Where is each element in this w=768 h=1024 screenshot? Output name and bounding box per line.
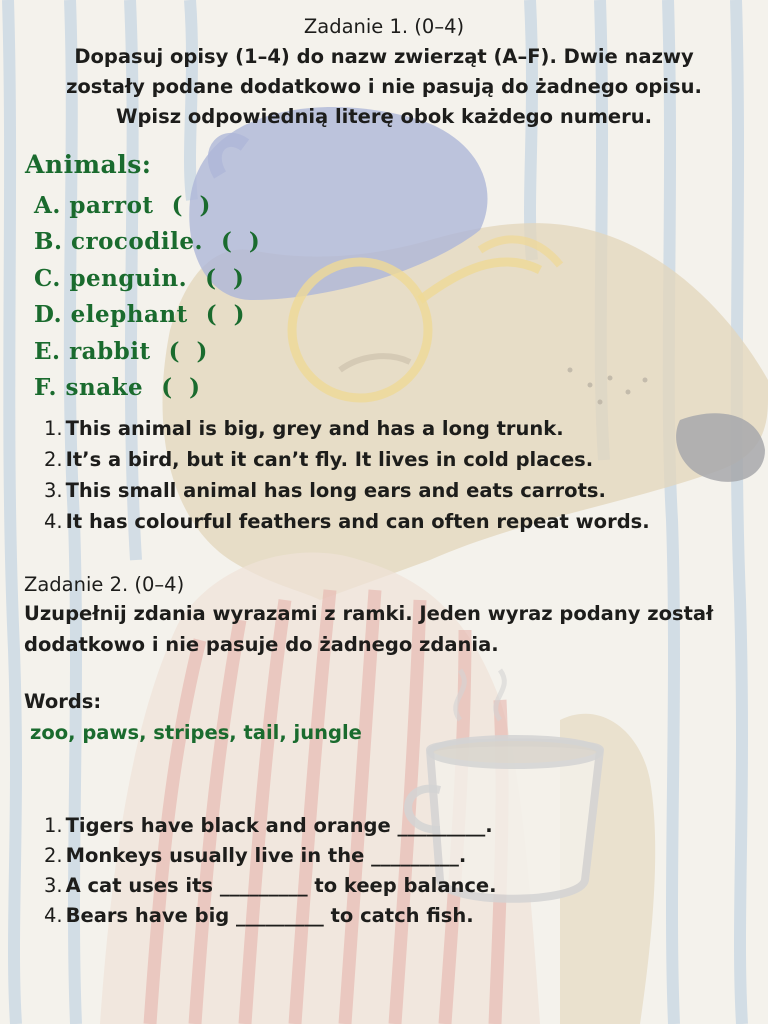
task1-instruction-line-2: zostały podane dodatkowo i nie pasują do żadnego opisu. — [66, 75, 702, 98]
animal-item — [34, 297, 260, 333]
sentences-list — [44, 811, 497, 931]
task1-instruction-line-1: Dopasuj opisy (1–4) do nazw zwierząt (A–F). Dwie nazwy — [74, 45, 694, 68]
description-number: 1. — [44, 417, 63, 440]
description-item — [44, 413, 650, 444]
sentence-text[interactable]: Monkeys usually live in the _________. — [65, 844, 467, 867]
sentence-item — [44, 871, 497, 901]
description-item — [44, 475, 650, 506]
answer-blank[interactable]: ( ) — [161, 373, 201, 401]
sentence-text[interactable]: A cat uses its _________ to keep balance. — [65, 874, 497, 897]
animal-letter: E. — [34, 337, 61, 365]
task1-instruction-line-3: Wpisz odpowiednią literę obok każdego numeru. — [115, 105, 653, 128]
animals-list — [34, 188, 260, 406]
words-label: Words: — [24, 690, 102, 713]
descriptions-list — [44, 413, 650, 537]
description-item — [44, 506, 650, 537]
animal-item — [34, 261, 260, 297]
sentence-number: 4. — [44, 904, 63, 927]
description-number: 4. — [44, 510, 63, 533]
animal-name: penguin. — [69, 264, 188, 292]
description-text: It’s a bird, but it can’t fly. It lives in cold places. — [65, 448, 594, 471]
animal-name: crocodile. — [70, 228, 203, 256]
animal-item — [34, 188, 260, 224]
answer-blank[interactable]: ( ) — [220, 228, 261, 256]
animal-name: rabbit — [69, 337, 151, 365]
animal-name: parrot — [69, 192, 154, 219]
sentence-number: 2. — [44, 844, 63, 867]
task2-instruction-line-2: dodatkowo i nie pasuje do żadnego zdania. — [24, 633, 499, 656]
description-text: It has colourful feathers and can often repeat words. — [65, 510, 650, 533]
task1-header — [0, 12, 768, 132]
animal-name: snake — [65, 373, 144, 401]
description-number: 3. — [44, 479, 63, 502]
answer-blank[interactable]: ( ) — [205, 301, 245, 329]
sentence-number: 1. — [44, 814, 63, 837]
description-text: This animal is big, grey and has a long trunk. — [65, 417, 564, 440]
animals-heading: Animals: — [25, 150, 152, 179]
animal-item — [34, 334, 260, 370]
answer-blank[interactable]: ( ) — [168, 337, 208, 365]
sentence-item — [44, 841, 497, 871]
animal-letter: D. — [34, 301, 63, 329]
sentence-text[interactable]: Bears have big _________ to catch fish. — [65, 904, 474, 927]
sentence-item — [44, 901, 497, 931]
animal-letter: B. — [34, 228, 63, 256]
sentence-item — [44, 811, 497, 841]
description-number: 2. — [44, 448, 63, 471]
animal-letter: F. — [34, 373, 58, 401]
task2-instruction-line-1: Uzupełnij zdania wyrazami z ramki. Jeden wyraz podany został — [24, 602, 714, 625]
description-text: This small animal has long ears and eats carrots. — [65, 479, 606, 502]
word-bank: zoo, paws, stripes, tail, jungle — [30, 721, 362, 744]
animal-item — [34, 370, 260, 406]
task2-instructions — [24, 598, 764, 660]
sentence-text[interactable]: Tigers have black and orange _________. — [65, 814, 493, 837]
answer-blank[interactable]: ( ) — [171, 192, 211, 219]
animal-item — [34, 224, 260, 260]
animal-letter: A. — [34, 192, 61, 219]
task2-title: Zadanie 2. (0–4) — [24, 573, 185, 596]
sentence-number: 3. — [44, 874, 63, 897]
answer-blank[interactable]: ( ) — [205, 264, 245, 292]
task1-title: Zadanie 1. (0–4) — [303, 15, 465, 38]
animal-name: elephant — [70, 301, 188, 329]
description-item — [44, 444, 650, 475]
animal-letter: C. — [34, 264, 61, 292]
